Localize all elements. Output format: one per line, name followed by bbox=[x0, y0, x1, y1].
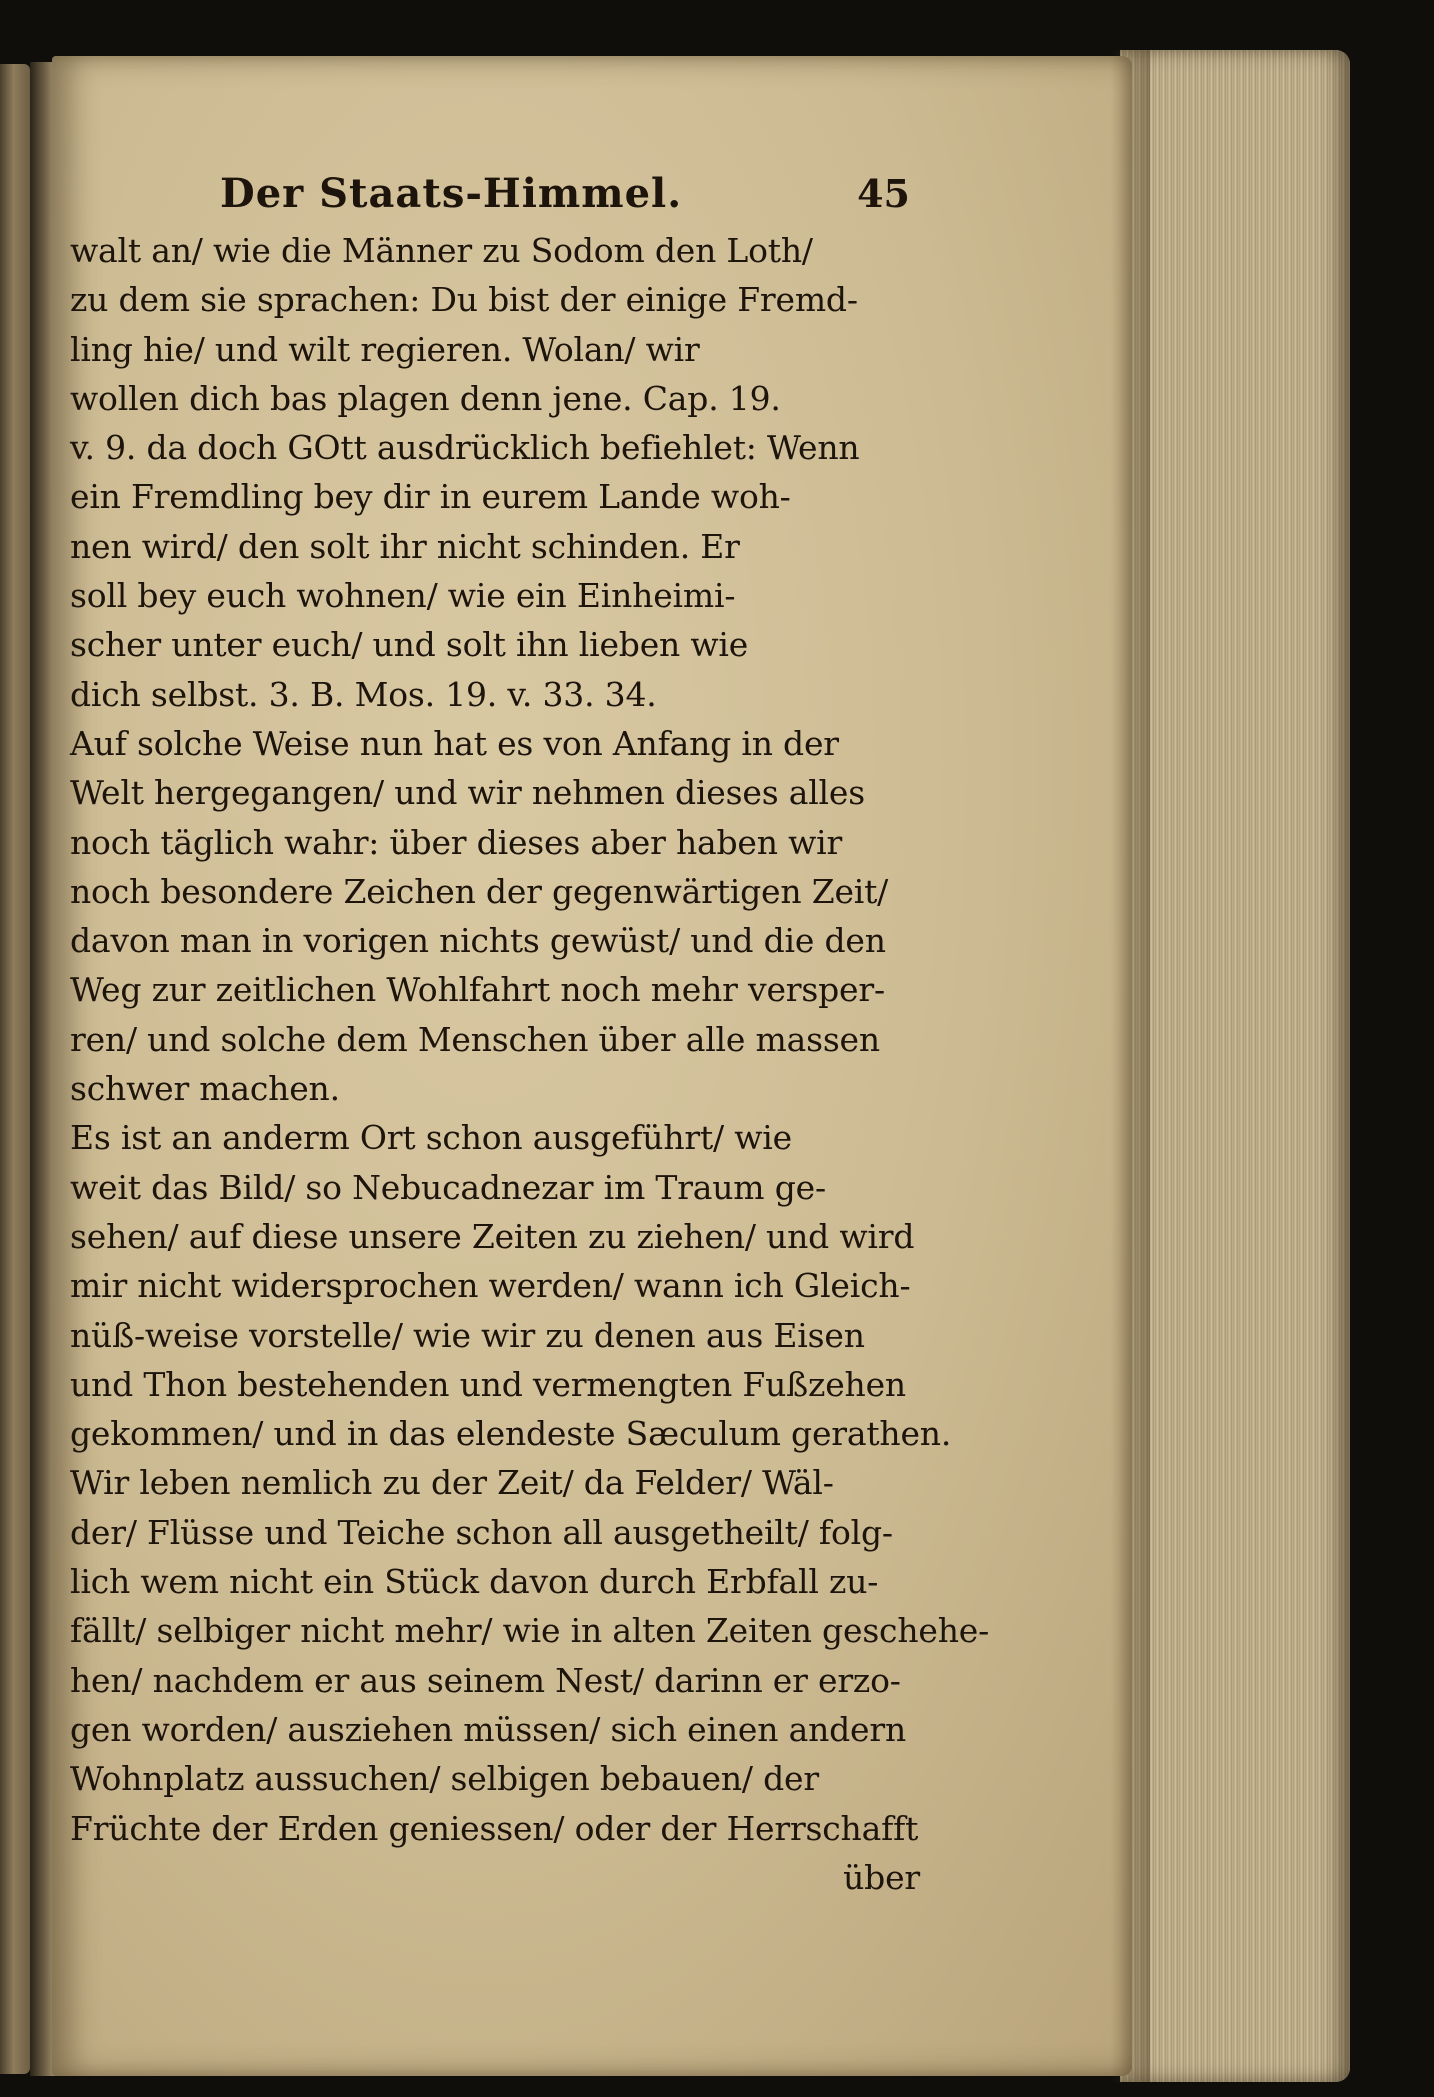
text-line: hen/ nachdem er aus seinem Nest/ darinn er erzo- bbox=[70, 1660, 901, 1700]
text-line: gekommen/ und in das elendeste Sæculum gerathen. bbox=[70, 1414, 952, 1454]
text-line: soll bey euch wohnen/ wie ein Einheimi- bbox=[70, 576, 736, 616]
text-line: davon man in vorigen nichts gewüst/ und die den bbox=[70, 921, 886, 961]
text-line: und Thon bestehenden und vermengten Fußzehen bbox=[70, 1364, 906, 1404]
text-line: lich wem nicht ein Stück davon durch Erbfall zu- bbox=[70, 1562, 879, 1602]
text-line: dich selbst. 3. B. Mos. 19. v. 33. 34. bbox=[70, 674, 657, 714]
text-line: ren/ und solche dem Menschen über alle massen bbox=[70, 1019, 880, 1059]
text-line: noch besondere Zeichen der gegenwärtigen Zeit/ bbox=[70, 871, 889, 911]
text-line: sehen/ auf diese unsere Zeiten zu ziehen/ und wird bbox=[70, 1216, 915, 1256]
text-line: mir nicht widersprochen werden/ wann ich Gleich- bbox=[70, 1266, 911, 1306]
text-line: weit das Bild/ so Nebucadnezar im Traum ge- bbox=[70, 1167, 826, 1207]
catchword: über bbox=[843, 1857, 920, 1897]
text-line: fällt/ selbiger nicht mehr/ wie in alten Zeiten geschehe- bbox=[70, 1611, 990, 1651]
page-text bbox=[70, 170, 990, 1902]
text-line: zu dem sie sprachen: Du bist der einige Fremd- bbox=[70, 280, 858, 320]
text-line: wollen dich bas plagen denn jene. Cap. 19. bbox=[70, 378, 781, 418]
page-block-edges bbox=[1120, 50, 1350, 2082]
text-line: ein Fremdling bey dir in eurem Lande woh- bbox=[70, 477, 791, 517]
text-line: der/ Flüsse und Teiche schon all ausgetheilt/ folg- bbox=[70, 1512, 893, 1552]
running-title: Der Staats-Himmel. bbox=[220, 170, 683, 217]
text-line: gen worden/ ausziehen müssen/ sich einen andern bbox=[70, 1709, 906, 1749]
text-line: Weg zur zeitlichen Wohlfahrt noch mehr versper- bbox=[70, 970, 885, 1010]
previous-page-edge bbox=[0, 64, 30, 2074]
text-line: schwer machen. bbox=[70, 1069, 340, 1109]
text-line: nen wird/ den solt ihr nicht schinden. Er bbox=[70, 526, 740, 566]
page-edge-shadow bbox=[1110, 50, 1150, 2082]
running-head bbox=[220, 170, 910, 226]
text-line: scher unter euch/ und solt ihn lieben wie bbox=[70, 625, 749, 665]
text-line: ling hie/ und wilt regieren. Wolan/ wir bbox=[70, 329, 700, 369]
text-line: Welt hergegangen/ und wir nehmen dieses alles bbox=[70, 773, 865, 813]
text-line: Wohnplatz aussuchen/ selbigen bebauen/ der bbox=[70, 1759, 819, 1799]
text-line: noch täglich wahr: über dieses aber haben wir bbox=[70, 822, 843, 862]
text-lines bbox=[70, 226, 990, 1853]
text-line: Früchte der Erden geniessen/ oder der Herrschafft bbox=[70, 1808, 919, 1848]
page-number: 45 bbox=[857, 171, 910, 216]
text-line: v. 9. da doch GOtt ausdrücklich befiehlet: Wenn bbox=[70, 428, 860, 468]
text-line: walt an/ wie die Männer zu Sodom den Loth/ bbox=[70, 231, 813, 270]
text-line: Es ist an anderm Ort schon ausgeführt/ wie bbox=[70, 1118, 792, 1158]
text-line: nüß-weise vorstelle/ wie wir zu denen aus Eisen bbox=[70, 1315, 865, 1355]
text-line: Auf solche Weise nun hat es von Anfang in der bbox=[70, 723, 839, 763]
text-line: Wir leben nemlich zu der Zeit/ da Felder/ Wäl- bbox=[70, 1463, 834, 1503]
